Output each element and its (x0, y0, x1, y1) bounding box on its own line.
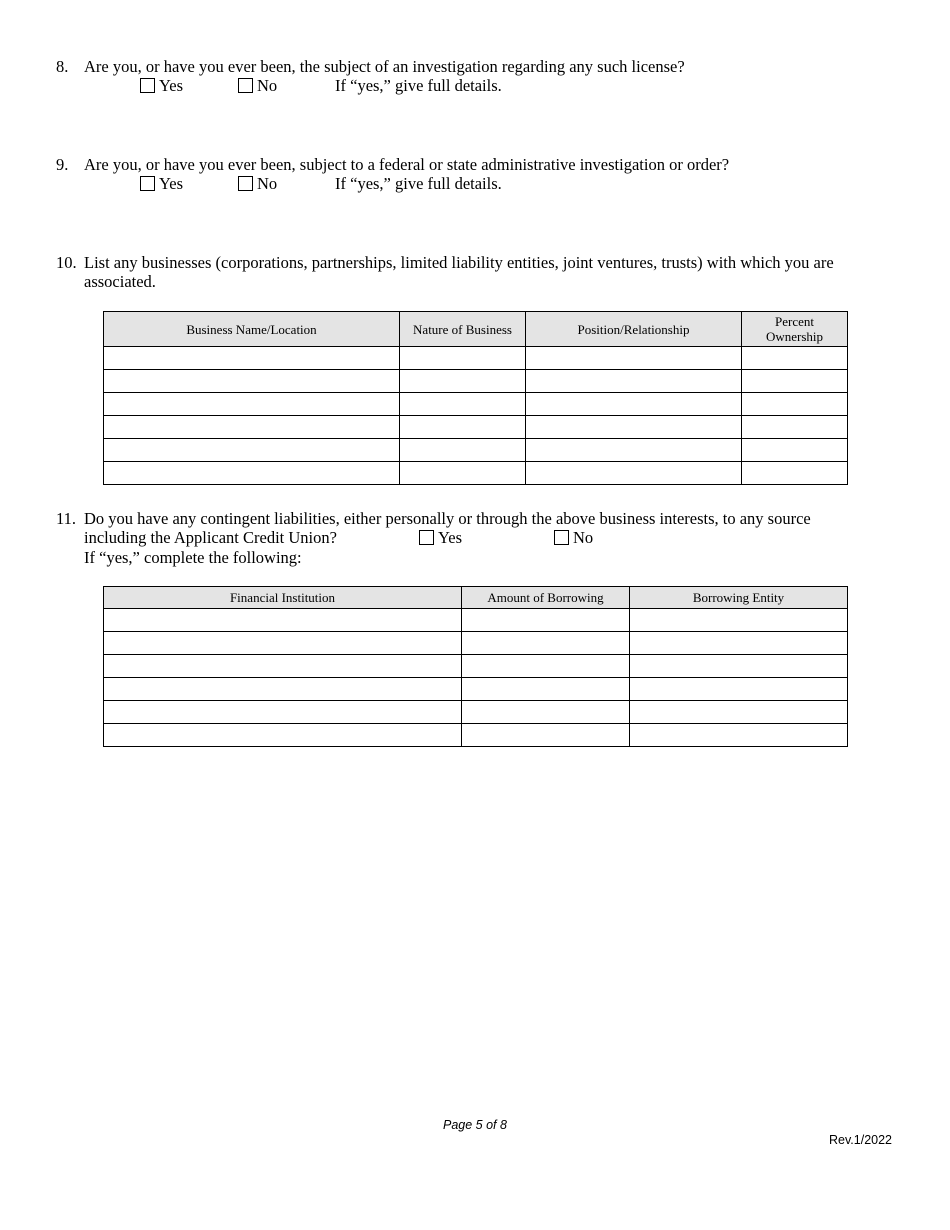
q8-no-option[interactable] (238, 76, 277, 95)
q8-yes-option[interactable] (140, 76, 183, 95)
no-label: No (573, 528, 594, 547)
table-cell[interactable] (400, 462, 526, 485)
table-cell[interactable] (462, 724, 630, 747)
table-row (104, 347, 848, 370)
table-row (104, 416, 848, 439)
table-cell[interactable] (400, 393, 526, 416)
question-text-line2: associated. (84, 272, 156, 291)
table-cell[interactable] (526, 416, 742, 439)
question-number: 10. (56, 253, 77, 272)
table-cell[interactable] (742, 393, 848, 416)
table-cell[interactable] (742, 439, 848, 462)
table-cell[interactable] (104, 632, 462, 655)
table-row (104, 655, 848, 678)
question-number: 9. (56, 155, 69, 174)
table-cell[interactable] (462, 609, 630, 632)
table-cell[interactable] (462, 678, 630, 701)
question-text-line1: List any businesses (corporations, partnerships, limited liability entities, joint ventures, trusts) with which you are (84, 253, 834, 272)
businesses-table (103, 311, 848, 485)
table-row (104, 439, 848, 462)
page-number: Page 5 of 8 (443, 1118, 507, 1132)
table-cell[interactable] (526, 370, 742, 393)
yes-label: Yes (159, 76, 184, 95)
table-cell[interactable] (104, 609, 462, 632)
table-cell[interactable] (526, 462, 742, 485)
q9-no-option[interactable] (238, 174, 277, 193)
column-header: Amount of Borrowing (462, 587, 630, 609)
column-header: Percent Ownership (742, 312, 848, 347)
question-text-line2: including the Applicant Credit Union? (84, 528, 337, 547)
column-header: Financial Institution (104, 587, 462, 609)
q8-no-checkbox[interactable] (238, 78, 253, 93)
table-cell[interactable] (462, 632, 630, 655)
question-text: Are you, or have you ever been, the subject of an investigation regarding any such license? (84, 57, 685, 76)
table-cell[interactable] (104, 655, 462, 678)
table-cell[interactable] (630, 701, 848, 724)
revision-label: Rev.1/2022 (829, 1133, 893, 1147)
table-cell[interactable] (742, 416, 848, 439)
question-text-line3: If “yes,” complete the following: (84, 548, 302, 567)
table-cell[interactable] (400, 370, 526, 393)
q9-no-checkbox[interactable] (238, 176, 253, 191)
table-row (104, 632, 848, 655)
table-row (104, 462, 848, 485)
no-label: No (257, 174, 278, 193)
question-text: Are you, or have you ever been, subject to a federal or state administrative investigation or order? (84, 155, 730, 174)
question-number: 8. (56, 57, 69, 76)
table-cell[interactable] (104, 724, 462, 747)
table-cell[interactable] (462, 701, 630, 724)
yes-label: Yes (438, 528, 463, 547)
q8-detail-instruction: If “yes,” give full details. (335, 76, 502, 95)
yes-label: Yes (159, 174, 184, 193)
column-header: Business Name/Location (104, 312, 400, 347)
table-cell[interactable] (400, 347, 526, 370)
q11-yes-checkbox[interactable] (419, 530, 434, 545)
column-header: Nature of Business (400, 312, 526, 347)
table-cell[interactable] (104, 370, 400, 393)
liabilities-table (103, 586, 848, 747)
table-cell[interactable] (526, 347, 742, 370)
table-cell[interactable] (526, 393, 742, 416)
table-cell[interactable] (104, 678, 462, 701)
table-cell[interactable] (462, 655, 630, 678)
table-header-row (104, 587, 848, 609)
q11-yes-option[interactable] (419, 528, 462, 547)
question-number: 11. (56, 509, 77, 528)
table-row (104, 609, 848, 632)
q9-yes-checkbox[interactable] (140, 176, 155, 191)
table-cell[interactable] (104, 347, 400, 370)
table-cell[interactable] (742, 347, 848, 370)
table-cell[interactable] (104, 416, 400, 439)
table-cell[interactable] (400, 439, 526, 462)
table-cell[interactable] (630, 609, 848, 632)
table-cell[interactable] (630, 655, 848, 678)
table-cell[interactable] (630, 678, 848, 701)
table-cell[interactable] (104, 462, 400, 485)
table-row (104, 393, 848, 416)
table-cell[interactable] (526, 439, 742, 462)
column-header: Position/Relationship (526, 312, 742, 347)
q9-yes-option[interactable] (140, 174, 183, 193)
column-header: Borrowing Entity (630, 587, 848, 609)
q9-detail-instruction: If “yes,” give full details. (335, 174, 502, 193)
table-cell[interactable] (742, 370, 848, 393)
table-cell[interactable] (400, 416, 526, 439)
table-cell[interactable] (104, 439, 400, 462)
table-cell[interactable] (104, 393, 400, 416)
table-row (104, 724, 848, 747)
question-text-line1: Do you have any contingent liabilities, either personally or through the above business interests, to any source (84, 509, 811, 528)
table-cell[interactable] (104, 701, 462, 724)
q11-no-option[interactable] (554, 528, 593, 547)
table-row (104, 370, 848, 393)
table-cell[interactable] (742, 462, 848, 485)
table-row (104, 678, 848, 701)
table-cell[interactable] (630, 724, 848, 747)
table-header-row (104, 312, 848, 347)
table-cell[interactable] (630, 632, 848, 655)
table-row (104, 701, 848, 724)
no-label: No (257, 76, 278, 95)
q11-no-checkbox[interactable] (554, 530, 569, 545)
q8-yes-checkbox[interactable] (140, 78, 155, 93)
